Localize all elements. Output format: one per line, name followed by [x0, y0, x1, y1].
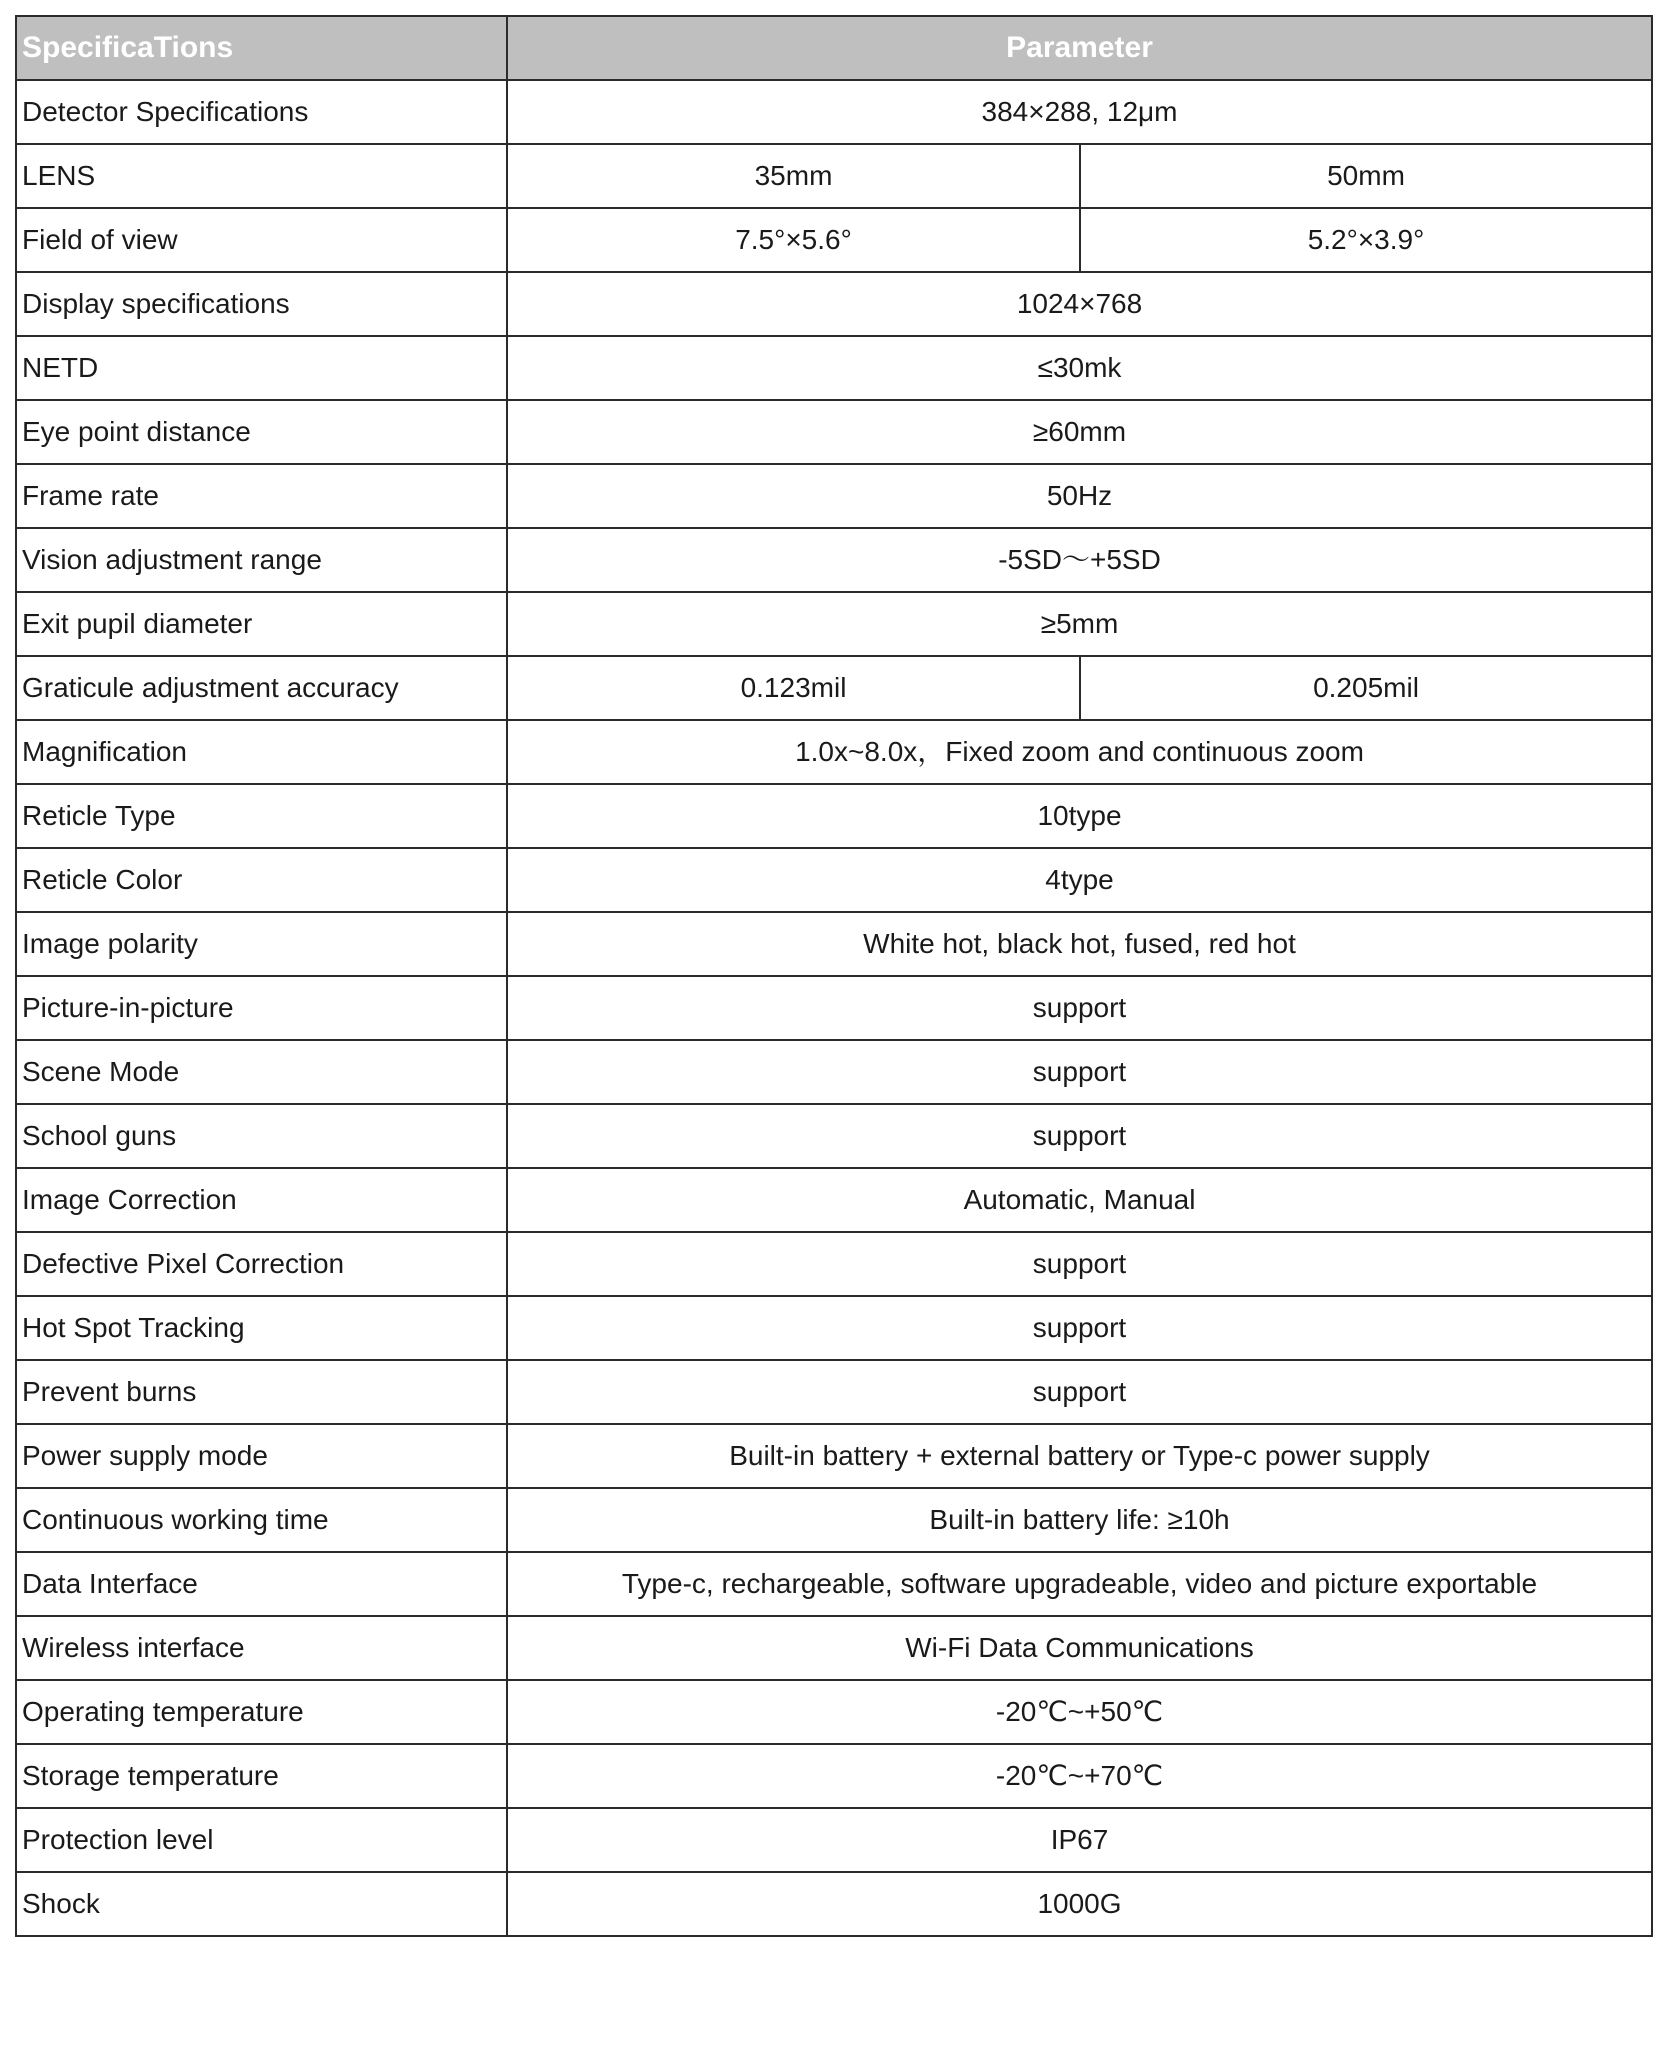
- spec-name: Reticle Type: [16, 784, 507, 848]
- spec-value-35mm: 0.123mil: [507, 656, 1080, 720]
- spec-value-35mm: 7.5°×5.6°: [507, 208, 1080, 272]
- spec-value: Type-c, rechargeable, software upgradeable, video and picture exportable: [507, 1552, 1652, 1616]
- table-row: [16, 1296, 1652, 1360]
- spec-value: 1024×768: [507, 272, 1652, 336]
- spec-name: Magnification: [16, 720, 507, 784]
- spec-value: 10type: [507, 784, 1652, 848]
- table-row: [16, 1488, 1652, 1552]
- table-row: [16, 784, 1652, 848]
- spec-value: support: [507, 1360, 1652, 1424]
- spec-name: Field of view: [16, 208, 507, 272]
- spec-name: Detector Specifications: [16, 80, 507, 144]
- spec-name: Reticle Color: [16, 848, 507, 912]
- table-row: [16, 1104, 1652, 1168]
- spec-name: Display specifications: [16, 272, 507, 336]
- spec-value: ≥60mm: [507, 400, 1652, 464]
- spec-value: 1000G: [507, 1872, 1652, 1936]
- spec-table: [15, 15, 1653, 1937]
- spec-value: White hot, black hot, fused, red hot: [507, 912, 1652, 976]
- table-row: [16, 336, 1652, 400]
- table-row: [16, 1040, 1652, 1104]
- spec-name: LENS: [16, 144, 507, 208]
- table-row: [16, 1872, 1652, 1936]
- table-row: [16, 528, 1652, 592]
- table-row: [16, 848, 1652, 912]
- spec-name: Vision adjustment range: [16, 528, 507, 592]
- spec-name: Graticule adjustment accuracy: [16, 656, 507, 720]
- spec-value: support: [507, 1040, 1652, 1104]
- spec-name: Continuous working time: [16, 1488, 507, 1552]
- spec-name: School guns: [16, 1104, 507, 1168]
- spec-value: 384×288, 12μm: [507, 80, 1652, 144]
- spec-value: IP67: [507, 1808, 1652, 1872]
- spec-name: Defective Pixel Correction: [16, 1232, 507, 1296]
- spec-name: Eye point distance: [16, 400, 507, 464]
- spec-value: ≥5mm: [507, 592, 1652, 656]
- spec-name: Image polarity: [16, 912, 507, 976]
- spec-name: Exit pupil diameter: [16, 592, 507, 656]
- spec-value: -20℃~+50℃: [507, 1680, 1652, 1744]
- spec-value: ≤30mk: [507, 336, 1652, 400]
- table-row: [16, 1744, 1652, 1808]
- table-row: [16, 720, 1652, 784]
- table-row: [16, 272, 1652, 336]
- spec-value-35mm: 35mm: [507, 144, 1080, 208]
- spec-value: support: [507, 1232, 1652, 1296]
- spec-name: Prevent burns: [16, 1360, 507, 1424]
- spec-value-50mm: 5.2°×3.9°: [1080, 208, 1652, 272]
- spec-value: 4type: [507, 848, 1652, 912]
- spec-value: Wi-Fi Data Communications: [507, 1616, 1652, 1680]
- table-row: [16, 1808, 1652, 1872]
- spec-value: Built-in battery + external battery or Type-c power supply: [507, 1424, 1652, 1488]
- spec-value-50mm: 50mm: [1080, 144, 1652, 208]
- table-row: [16, 1552, 1652, 1616]
- table-row: [16, 912, 1652, 976]
- spec-value: -20℃~+70℃: [507, 1744, 1652, 1808]
- table-row: [16, 464, 1652, 528]
- spec-name: Data Interface: [16, 1552, 507, 1616]
- spec-value: 1.0x~8.0x，Fixed zoom and continuous zoom: [507, 720, 1652, 784]
- spec-name: Storage temperature: [16, 1744, 507, 1808]
- spec-name: Wireless interface: [16, 1616, 507, 1680]
- spec-value: -5SD～+5SD: [507, 528, 1652, 592]
- table-row: [16, 1616, 1652, 1680]
- table-row: [16, 656, 1652, 720]
- table-row: [16, 80, 1652, 144]
- spec-value: 50Hz: [507, 464, 1652, 528]
- spec-value: Automatic, Manual: [507, 1168, 1652, 1232]
- table-row: [16, 1232, 1652, 1296]
- spec-name: NETD: [16, 336, 507, 400]
- table-row: [16, 400, 1652, 464]
- spec-name: Scene Mode: [16, 1040, 507, 1104]
- table-row: [16, 1360, 1652, 1424]
- table-row: [16, 1168, 1652, 1232]
- spec-value: support: [507, 976, 1652, 1040]
- header-spec-label: SpecificaTions: [16, 16, 507, 80]
- spec-value: Built-in battery life: ≥10h: [507, 1488, 1652, 1552]
- spec-name: Frame rate: [16, 464, 507, 528]
- spec-name: Picture-in-picture: [16, 976, 507, 1040]
- spec-name: Shock: [16, 1872, 507, 1936]
- spec-name: Image Correction: [16, 1168, 507, 1232]
- spec-name: Hot Spot Tracking: [16, 1296, 507, 1360]
- spec-value: support: [507, 1296, 1652, 1360]
- spec-name: Power supply mode: [16, 1424, 507, 1488]
- table-row: [16, 1424, 1652, 1488]
- spec-name: Operating temperature: [16, 1680, 507, 1744]
- spec-body: [16, 80, 1652, 1936]
- table-row: [16, 144, 1652, 208]
- spec-name: Protection level: [16, 1808, 507, 1872]
- spec-value-50mm: 0.205mil: [1080, 656, 1652, 720]
- table-row: [16, 976, 1652, 1040]
- table-row: [16, 592, 1652, 656]
- table-row: [16, 1680, 1652, 1744]
- header-parameter-label: Parameter: [507, 16, 1652, 80]
- header-row: [16, 16, 1652, 80]
- spec-value: support: [507, 1104, 1652, 1168]
- table-row: [16, 208, 1652, 272]
